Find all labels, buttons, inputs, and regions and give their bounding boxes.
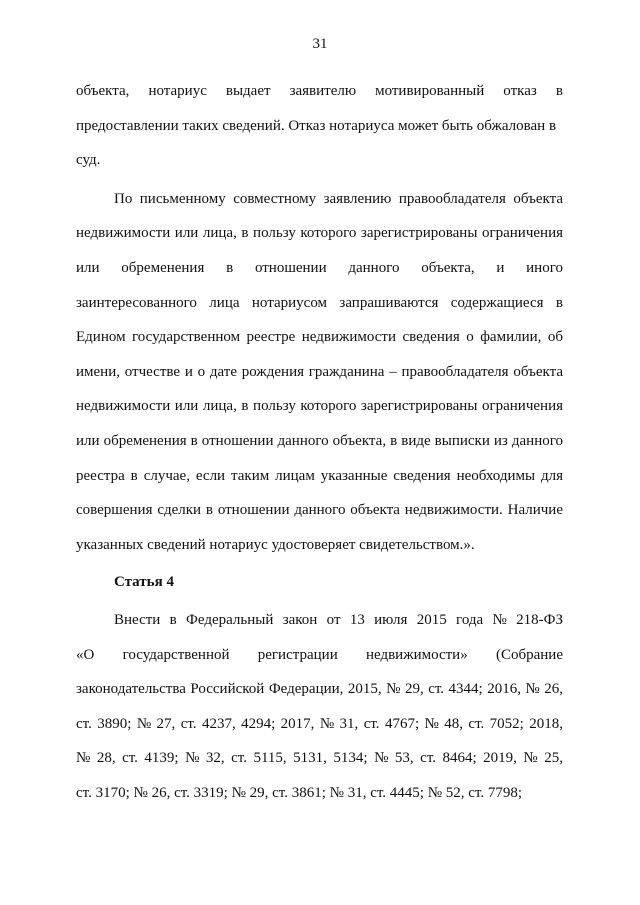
text-line: Едином государственном реестре недвижимости сведения о фамилии, об [76,329,563,346]
line-text: предоставлении таких сведений. Отказ нотариуса может быть обжалован в [76,117,557,134]
text-line [76,638,563,673]
word: и [496,259,505,276]
word: регистрации [257,646,338,663]
paragraph-article-4 [76,603,563,811]
document-body [76,74,563,810]
text-line: или обременения в отношении данного объекта, в виде выписки из данного [76,432,563,449]
word: обременения [121,259,205,276]
word: объекта, [421,259,475,276]
paragraph-joint-application [76,182,563,563]
text-line [76,74,563,109]
word: выдает [225,83,271,99]
text-line [76,251,563,286]
article-heading: Статья 4 [114,574,174,591]
text-line: указанных сведений нотариус удостоверяет свидетельством.». [76,536,475,553]
text-line: реестра в случае, если таким лицам указанные сведения необходимы для [76,467,563,484]
word: (Собрание [495,646,563,663]
text-line: По письменному совместному заявлению правообладателя объекта [114,190,563,207]
page-number: 31 [312,36,328,52]
word: государственной [122,646,230,663]
text-line [76,109,563,144]
text-line: суд. [76,152,101,169]
text-line: ст. 3890; № 27, ст. 4237, 4294; 2017, № 31, ст. 4767; № 48, ст. 7052; 2018, [76,715,563,732]
word: в [226,259,234,276]
word: «О [76,646,95,663]
text-line: имени, отчестве и о дате рождения гражданина – правообладателя объекта [76,363,563,380]
text-line: заинтересованного лица нотариусом запрашиваются содержащиеся в [76,294,563,311]
word: нотариус [148,83,207,99]
word: мотивированный [375,83,485,99]
word: или [76,259,100,276]
paragraph-refusal [76,74,563,178]
text-line: ст. 3170; № 26, ст. 3319; № 29, ст. 3861; № 31, ст. 4445; № 52, ст. 7798; [76,784,523,801]
word: отказ [503,83,537,99]
text-line: недвижимости или лица, в пользу которого зарегистрированы ограничения [76,225,563,242]
text-line: Внести в Федеральный закон от 13 июля 2015 года № 218-ФЗ [114,611,563,628]
word: объекта, [76,83,130,99]
text-line: № 28, ст. 4139; № 32, ст. 5115, 5131, 5134; № 53, ст. 8464; 2019, № 25, [76,750,563,767]
word: недвижимости» [365,646,468,663]
word: заявителю [289,83,357,99]
word: в [555,83,563,99]
text-line: недвижимости или лица, в пользу которого зарегистрированы ограничения [76,398,563,415]
text-line: совершения сделки в отношении данного объекта недвижимости. Наличие [76,502,563,519]
word: иного [526,259,563,276]
word: данного [348,259,400,276]
text-line: законодательства Российской Федерации, 2015, № 29, ст. 4344; 2016, № 26, [76,681,563,698]
word: отношении [254,259,327,276]
